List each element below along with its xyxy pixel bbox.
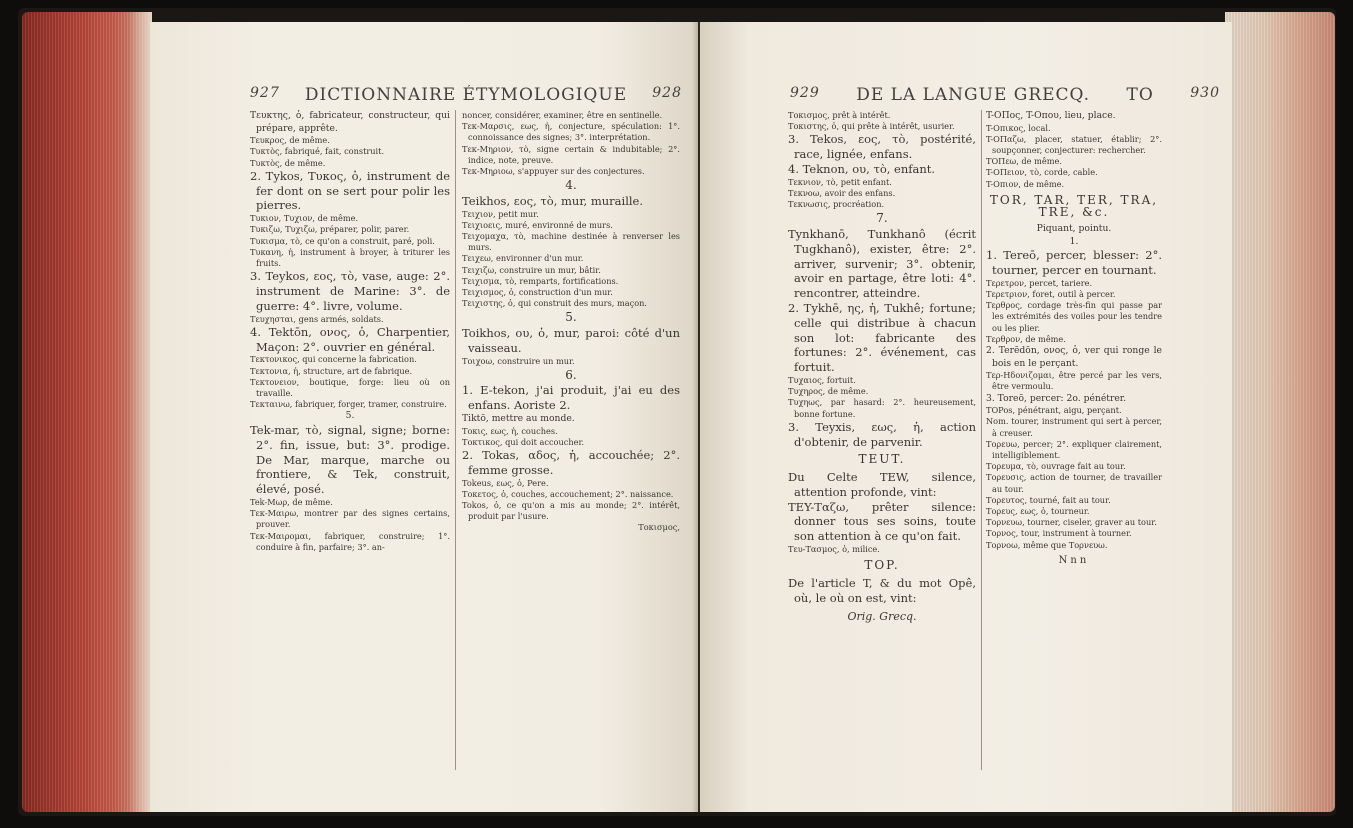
entry: Tek-Mωρ, de même. — [250, 496, 333, 507]
entry: Τεκταινω, fabriquer, forger, tramer, construire. — [250, 399, 447, 410]
entry: Tokeus, εως, ὁ, Pere. — [462, 477, 549, 488]
section-number: 5. — [565, 310, 577, 325]
entry: Τεκνιον, τὸ, petit enfant. — [788, 176, 892, 187]
entry: Τεκ-Μαιρω, montrer par des signes certains, prouver. — [250, 508, 450, 530]
entry: Τυχηρος, de même. — [788, 386, 869, 397]
entry: Τορευς, εως, ὁ, tourneur. — [986, 506, 1090, 517]
left-running-head — [250, 85, 682, 105]
section-number: 4. — [565, 178, 577, 193]
page-number: 930 — [1190, 85, 1220, 101]
entry: Τευκρος, de même. — [250, 135, 330, 146]
left-column-1 — [250, 110, 450, 800]
entry: noncer, considérer, examiner, être en sentinelle. — [462, 110, 663, 120]
entry: Τεκ-Μηριον, τὸ, signe certain & indubitable; 2°. indice, note, preuve. — [462, 143, 680, 165]
entry: Τερθρος, cordage très-fin qui passe par les extrémités des voiles pour les tendre ou les plier. — [986, 300, 1162, 333]
right-page — [700, 22, 1232, 812]
entry: Teikhos, εος, τὸ, mur, muraille. — [462, 193, 644, 208]
entry: Tokos, ὁ, ce qu'on a mis au monde; 2°. intérêt, produit par l'usure. — [462, 500, 680, 522]
entry: Τοκις, εως, ἡ, couches. — [462, 425, 558, 436]
page-number: 929 — [790, 85, 820, 101]
section-heading: TOP. — [864, 558, 900, 573]
running-title: DE LA LANGUE GRECQ. — [856, 85, 1091, 105]
column-rule — [455, 110, 456, 770]
section-number: 6. — [565, 367, 577, 382]
entry: T-Oπικος, local. — [986, 122, 1051, 133]
entry: 2. Tykhē, ης, ἡ, Tukhê; fortune; celle qui distribue à chacun son lot: fabricante des fortunes: 2°. événement, cas fortuit. — [788, 300, 976, 375]
entry: Τεκ-Μαιρομαι, fabriquer, construire; 1°. conduire à fin, parfaire; 3°. an- — [250, 530, 450, 552]
entry: Τεκτονια, ἡ, structure, art de fabrique. — [250, 365, 413, 376]
entry: Nom. tourer, instrument qui sert à percer, à creuser. — [986, 416, 1162, 438]
running-title: DICTIONNAIRE ÉTYMOLOGIQUE — [304, 85, 628, 105]
entry: 3. Teykos, εος, τὸ, vase, auge: 2°. instrument de Marine: 3°. de guerre: 4°. livre, volume. — [250, 269, 450, 313]
entry: Τυχαιος, fortuit. — [788, 374, 856, 385]
entry: Τοκετος, ὁ, couches, accouchement; 2°. naissance. — [462, 488, 674, 499]
section-subtitle: Piquant, pointu. — [1036, 223, 1112, 234]
entry: Τερ-Ηδονιζομαι, être percé par les vers, être vermoulu. — [986, 370, 1162, 392]
entry: Τορευμα, τὸ, ouvrage fait au tour. — [986, 461, 1126, 472]
right-page-edges — [1225, 12, 1335, 812]
entry: Τυκανη, ἡ, instrument à broyer, à triturer les fruits. — [250, 246, 450, 268]
entry: 4. Tektōn, ονος, ὁ, Charpentier, Maçon: 2°. ouvrier en général. — [250, 324, 450, 354]
column-rule — [981, 110, 982, 770]
page-number: 927 — [250, 85, 280, 101]
entry: TOΠεω, de même. — [986, 156, 1062, 167]
right-running-head — [790, 85, 1220, 105]
entry: T-OΠαζω, placer, statuer, établir; 2°. soupçonner, conjecturer: rechercher. — [986, 133, 1162, 155]
entry: 3. Tekos, εος, τὸ, postérité, race, lignée, enfans. — [788, 132, 976, 162]
entry: Τεκνοω, avoir des enfans. — [788, 188, 896, 198]
entry: Τεκτονικος, qui concerne la fabrication. — [250, 354, 417, 365]
entry: Τυκισμα, τὸ, ce qu'on a construit, paré, poli. — [250, 235, 435, 246]
left-page — [150, 22, 698, 812]
signature-mark: Nnn — [1058, 554, 1090, 566]
entry: Τορευσις, action de tourner, de travailler au tour. — [986, 472, 1162, 494]
entry: Τειχιοεις, muré, environné de murs. — [462, 219, 613, 230]
entry: Τοιχοω, construire un mur. — [462, 355, 575, 366]
entry: Τερετριον, foret, outil à percer. — [986, 288, 1116, 299]
entry: Τειχεω, environner d'un mur. — [462, 253, 584, 264]
right-column-2 — [986, 110, 1162, 800]
signature-mark: Orig. Grecq. — [847, 610, 917, 624]
entry: De l'article T, & du mot Opê, où, le où on est, vint: — [788, 575, 976, 605]
entry: Tek-mar, τὸ, signal, signe; borne: 2°. fin, issue, but: 3°. prodige. De Mar, marque, marche ou frontiere, & Tek, construit, élevé, posé. — [250, 423, 450, 497]
entry: Τειχισμα, τὸ, remparts, fortifications. — [462, 275, 619, 286]
entry: Tiktō, mettre au monde. — [462, 413, 575, 425]
entry: TEY-Ταζω, prêter silence: donner tous ses soins, toute son attention à ce qu'on fait. — [788, 499, 976, 544]
entry: Τειχιστης, ὁ, qui construit des murs, maçon. — [462, 298, 648, 309]
entry: Τορνευω, tourner, ciseler, graver au tour. — [986, 517, 1157, 528]
entry: Τεκ-Μηριοω, s'appuyer sur des conjectures. — [462, 166, 645, 177]
entry: Τορνος, tour, instrument à tourner. — [986, 528, 1132, 539]
entry: Τορευω, percer; 2°. expliquer clairement, intelligiblement. — [986, 438, 1162, 460]
section-heading: TOR, TAR, TER, TRA, TRE, &c. — [989, 192, 1159, 220]
entry: Τυκτὸς, fabriqué, fait, construit. — [250, 146, 385, 157]
section-number: 5. — [345, 410, 355, 422]
entry: Du Celte TEW, silence, attention profonde, vint: — [788, 469, 976, 499]
entry: Τερετρον, percet, tariere. — [986, 277, 1093, 288]
entry: Τευχησται, gens armés, soldats. — [250, 313, 384, 324]
entry: T-OΠος, T-Oπου, lieu, place. — [986, 110, 1116, 121]
right-column-1 — [788, 110, 976, 800]
running-title-suffix: TO — [1126, 85, 1154, 105]
entry: Τοκιστης, ὁ, qui prête à intérêt, usurier. — [788, 121, 955, 132]
entry: Τορνοω, même que Τορνευω. — [986, 539, 1108, 550]
entry: Τεκνωσις, procréation. — [788, 199, 885, 210]
entry: 1. E-tekon, j'ai produit, j'ai eu des enfans. Aoriste 2. — [462, 383, 680, 413]
entry: Τοκισμος, prêt à intérêt. — [788, 110, 891, 120]
entry: Τευκτης, ὁ, fabricateur, constructeur, qui prépare, apprête. — [250, 110, 450, 134]
entry: TOPos, pénétrant, aigu, perçant. — [986, 405, 1122, 416]
entry: Τυκιζω, Τυχιζω, préparer, polir, parer. — [250, 224, 410, 235]
entry: Tynkhanō, Tunkhanô (écrit Tugkhanô), exister, être: 2°. arriver, survenir; 3°. obtenir, avoir en partage, être loti: 4°. rencontrer, atteindre. — [788, 227, 976, 301]
entry: 2. Tokas, αδος, ἡ, accouchée; 2°. femme grosse. — [462, 448, 680, 477]
entry: 1. Tereō, percer, blesser: 2°. tourner, percer en tournant. — [986, 248, 1162, 277]
entry: 4. Teknon, ου, τὸ, enfant. — [788, 162, 936, 176]
entry: Τεκ-Μαρσις, εως, ἡ, conjecture, spéculation: 1°. connoissance des signes; 3°. interprétation. — [462, 121, 680, 143]
entry: Τυχηως, par hasard: 2°. heureusement, bonne fortune. — [788, 397, 976, 419]
entry: Τειχισμος, ὁ, construction d'un mur. — [462, 287, 613, 298]
entry: Τερθρον, de même. — [986, 333, 1066, 344]
section-number: 1. — [1069, 235, 1079, 247]
entry: Τυκιον, Τυχιον, de même. — [250, 213, 359, 224]
entry: Τυκτὸς, de même. — [250, 157, 326, 168]
entry: 2. Tykos, Τυκος, ὁ, instrument de fer dont on se sert pour polir les pierres. — [250, 168, 450, 213]
entry: Τειχιζω, construire un mur, bâtir. — [462, 264, 601, 275]
catchword: Τοκισμος, — [638, 522, 680, 533]
entry: 3. Toreō, percer: 2o. pénétrer. — [986, 392, 1127, 404]
entry: Τευ-Τασμος, ὁ, milice. — [788, 543, 880, 554]
entry: Toikhos, ου, ὁ, mur, paroi: côté d'un vaisseau. — [462, 326, 680, 355]
entry: T-Oπιον, de même. — [986, 178, 1065, 189]
left-column-2 — [462, 110, 680, 800]
page-number: 928 — [652, 85, 682, 101]
left-page-edges — [22, 12, 152, 812]
entry: Τεκτονειον, boutique, forge: lieu où on travaille. — [250, 376, 450, 398]
entry: T-OΠειον, τὸ, corde, cable. — [986, 167, 1098, 178]
entry: Τορευτος, tourné, fait au tour. — [986, 494, 1111, 505]
section-number: 7. — [876, 211, 888, 226]
entry: Τειχομαχα, τὸ, machine destinée à renverser les murs. — [462, 231, 680, 253]
entry: Τοκτικος, qui doit accoucher. — [462, 436, 585, 447]
entry: Τειχιον, petit mur. — [462, 208, 539, 219]
entry: 2. Terēdōn, ονος, ὁ, ver qui ronge le bois en le perçant. — [986, 345, 1162, 369]
section-heading: TEUT. — [858, 452, 906, 467]
entry: 3. Teyxis, εως, ἡ, action d'obtenir, de parvenir. — [788, 419, 976, 449]
